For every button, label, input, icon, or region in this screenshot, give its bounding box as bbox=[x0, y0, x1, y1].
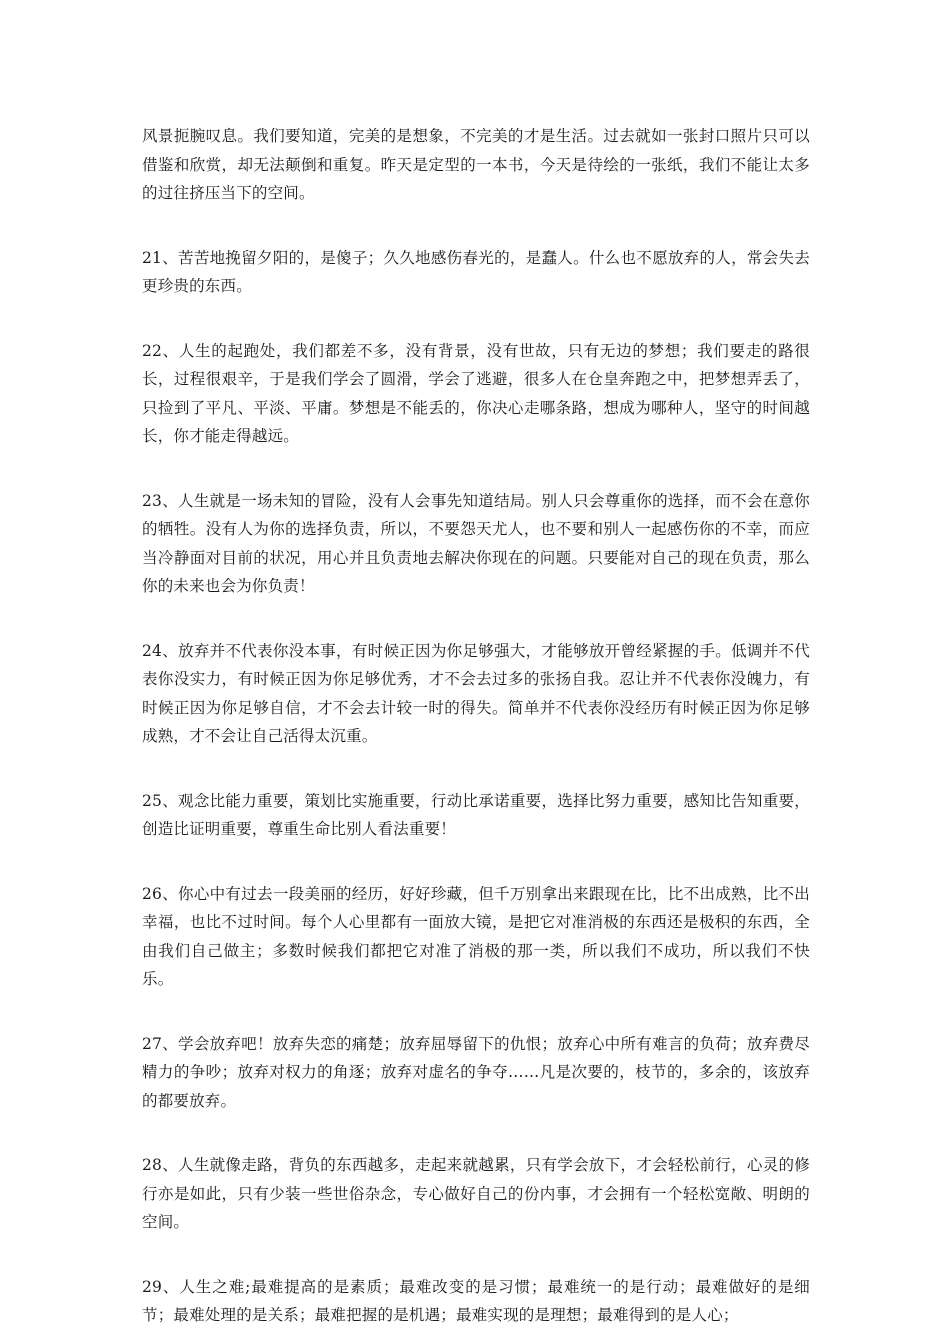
paragraph-26: 26、你心中有过去一段美丽的经历，好好珍藏，但千万别拿出来跟现在比，比不出成熟，比不出幸福，也比不过时间。每个人心里都有一面放大镜，是把它对准消极的东西还是极积的东西，全由我们自己做主；多数时候我们都把它对准了消极的那一类，所以我们不成功，所以我们不快乐。 bbox=[142, 884, 810, 988]
paragraph-intro: 风景扼腕叹息。我们要知道，完美的是想象，不完美的才是生活。过去就如一张封口照片只可以借鉴和欣赏，却无法颠倒和重复。昨天是定型的一本书，今天是待绘的一张纸，我们不能让太多的过往挤压当下的空间。 bbox=[142, 127, 810, 202]
paragraph-27: 27、学会放弃吧！放弃失恋的痛楚；放弃屈辱留下的仇恨；放弃心中所有难言的负荷；放弃费尽精力的争吵；放弃对权力的角逐；放弃对虚名的争夺……凡是次要的，枝节的，多余的，该放弃的都要放弃。 bbox=[142, 1034, 810, 1110]
document-page bbox=[142, 122, 810, 1330]
paragraph-29: 29、人生之难;最难提高的是素质；最难改变的是习惯；最难统一的是行动；最难做好的是细节；最难处理的是关系；最难把握的是机遇；最难实现的是理想；最难得到的是人心； bbox=[142, 1277, 810, 1324]
paragraph-28: 28、人生就像走路，背负的东西越多，走起来就越累，只有学会放下，才会轻松前行，心灵的修行亦是如此，只有少装一些世俗杂念，专心做好自己的份内事，才会拥有一个轻松宽敞、明朗的空间。 bbox=[142, 1156, 810, 1231]
paragraph-21: 21、苦苦地挽留夕阳的，是傻子；久久地感伤春光的，是蠢人。什么也不愿放弃的人，常会失去更珍贵的东西。 bbox=[142, 248, 810, 295]
paragraph-22: 22、人生的起跑处，我们都差不多，没有背景，没有世故，只有无边的梦想；我们要走的路很长，过程很艰辛，于是我们学会了圆滑，学会了逃避，很多人在仓皇奔跑之中，把梦想弄丢了，只捡到了平凡、平淡、平庸。梦想是不能丢的，你决心走哪条路，想成为哪种人，坚守的时间越长，你才能走得越远。 bbox=[142, 341, 810, 445]
paragraph-23: 23、人生就是一场未知的冒险，没有人会事先知道结局。别人只会尊重你的选择，而不会在意你的牺牲。没有人为你的选择负责，所以，不要怨天尤人，也不要和别人一起感伤你的不幸，而应当冷静面对目前的状况，用心并且负责地去解决你现在的问题。只要能对自己的现在负责，那么你的未来也会为你负责！ bbox=[142, 491, 810, 595]
paragraph-25: 25、观念比能力重要，策划比实施重要，行动比承诺重要，选择比努力重要，感知比告知重要，创造比证明重要，尊重生命比别人看法重要！ bbox=[142, 791, 810, 838]
paragraph-24: 24、放弃并不代表你没本事，有时候正因为你足够强大，才能够放开曾经紧握的手。低调并不代表你没实力，有时候正因为你足够优秀，才不会去过多的张扬自我。忍让并不代表你没魄力，有时候正因为你足够自信，才不会去计较一时的得失。简单并不代表你没经历有时候正因为你足够成熟，才不会让自己活得太沉重。 bbox=[142, 641, 810, 745]
